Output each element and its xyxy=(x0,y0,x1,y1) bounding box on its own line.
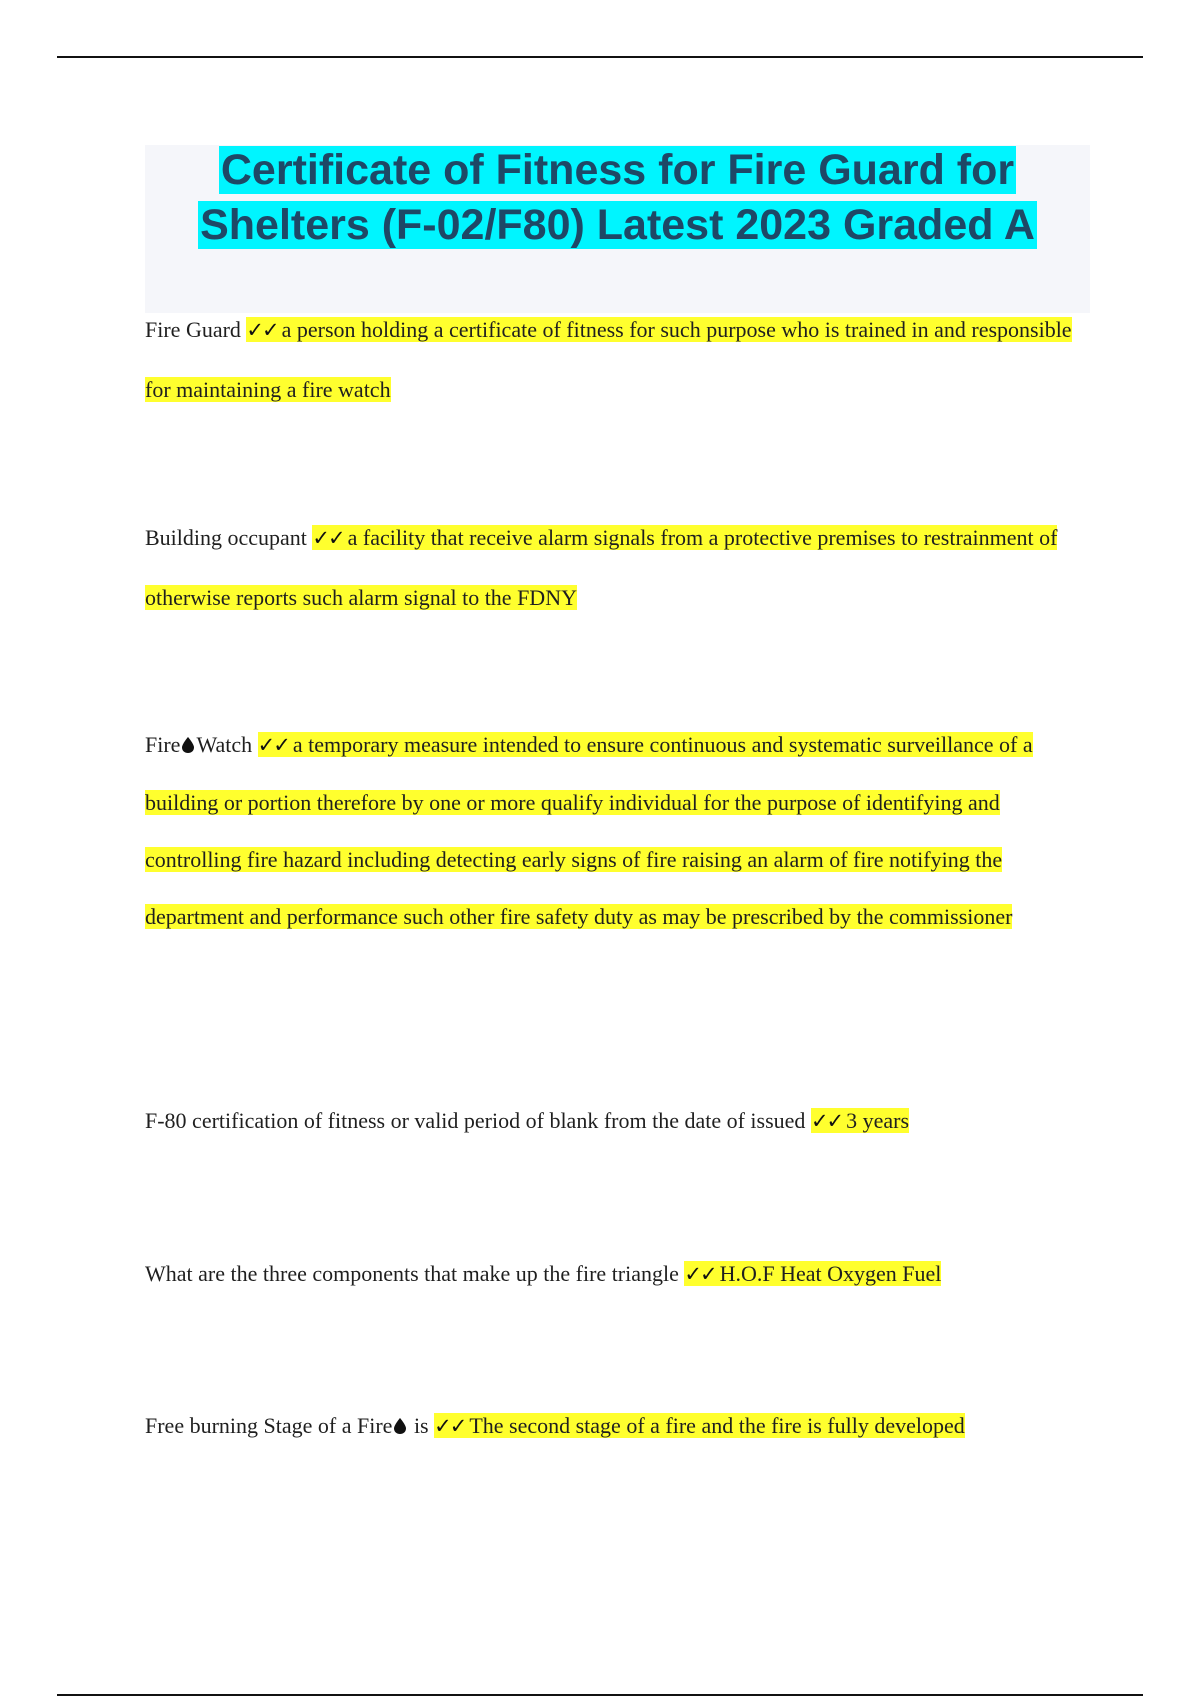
double-check-icon: ✓✓ xyxy=(257,733,289,757)
entry-answer: a facility that receive alarm signals from a protective premises to restrainment of otherwise reports such alarm signal to the FDNY xyxy=(145,525,1058,610)
entry-term-part-1: Free burning Stage of a Fire xyxy=(145,1413,393,1438)
qa-entry-fire-watch xyxy=(145,716,1090,945)
double-check-icon: ✓✓ xyxy=(684,1262,716,1286)
entry-answer: a temporary measure intended to ensure continuous and systematic surveillance of a building or portion therefore by one or more qualify individual for the purpose of identifying and controlling fire hazard including detecting early signs of fire raising an alarm of fire notifying the department and performance such other fire safety duty as may be prescribed by the commissioner xyxy=(145,732,1033,929)
entry-answer-highlight xyxy=(811,1108,909,1133)
entry-answer: 3 years xyxy=(846,1108,910,1133)
entry-answer-highlight xyxy=(145,732,1033,929)
double-check-icon: ✓✓ xyxy=(434,1414,466,1438)
qa-entry-f80-validity xyxy=(145,1092,1090,1150)
qa-entry-fire-triangle xyxy=(145,1245,1090,1303)
entry-answer: The second stage of a fire and the fire is fully developed xyxy=(469,1413,965,1438)
title-line-2: Shelters (F-02/F80) Latest 2023 Graded A xyxy=(200,201,1035,249)
top-rule xyxy=(57,56,1143,58)
entry-answer-highlight xyxy=(434,1413,965,1438)
entry-term: Fire Guard xyxy=(145,317,241,342)
bottom-rule xyxy=(57,1694,1143,1696)
page-title xyxy=(145,143,1090,253)
entry-term-part-1: Fire xyxy=(145,732,181,757)
entry-term: Building occupant xyxy=(145,525,307,550)
double-check-icon: ✓✓ xyxy=(312,526,344,550)
entry-term: F-80 certification of fitness or valid period of blank from the date of issued xyxy=(145,1108,806,1133)
entry-term-part-2: is xyxy=(413,1413,429,1438)
qa-entry-free-burning-stage xyxy=(145,1397,1090,1455)
entry-answer: a person holding a certificate of fitness for such purpose who is trained in and responsible for maintaining a fire watch xyxy=(145,317,1072,402)
entry-answer-highlight xyxy=(145,317,1072,402)
qa-entry-building-occupant xyxy=(145,508,1090,628)
fire-drop-icon xyxy=(182,737,194,753)
double-check-icon: ✓✓ xyxy=(246,318,278,342)
entry-term-part-2: Watch xyxy=(196,732,253,757)
entry-answer: H.O.F Heat Oxygen Fuel xyxy=(719,1261,942,1286)
title-line-1: Certificate of Fitness for Fire Guard for xyxy=(220,146,1015,194)
entry-answer-highlight xyxy=(684,1261,941,1286)
double-check-icon: ✓✓ xyxy=(810,1109,843,1133)
entry-term: What are the three components that make up the fire triangle xyxy=(145,1261,679,1286)
fire-drop-icon xyxy=(394,1418,406,1434)
qa-entry-fire-guard xyxy=(145,300,1090,420)
